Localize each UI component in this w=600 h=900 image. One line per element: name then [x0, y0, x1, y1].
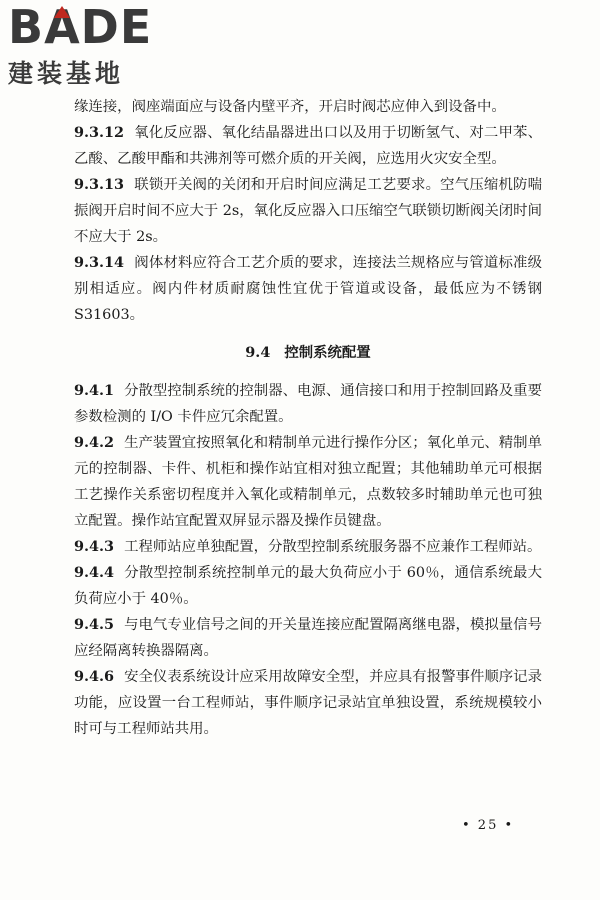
clause-number: 9.3.13	[74, 176, 125, 193]
clause-text: 与电气专业信号之间的开关量连接应配置隔离继电器，模拟量信号应经隔离转换器隔离。	[74, 617, 542, 659]
brand-letters-de: DE	[80, 0, 153, 54]
clause-9-4-5	[74, 612, 542, 664]
paragraph-continued	[74, 94, 542, 120]
brand-letter-a: A	[44, 0, 81, 54]
clause-text: 阀体材料应符合工艺介质的要求，连接法兰规格应与管道标准级别相适应。阀内件材质耐腐蚀性宜优于管道或设备，最低应为不锈钢 S31603。	[74, 255, 542, 323]
clause-text: 联锁开关阀的关闭和开启时间应满足工艺要求。空气压缩机防喘振阀开启时间不应大于 2s，氧化反应器入口压缩空气联锁切断阀关闭时间不应大于 2s。	[74, 177, 542, 245]
clause-text: 生产装置宜按照氧化和精制单元进行操作分区；氧化单元、精制单元的控制器、卡件、机柜和操作站宜相对独立配置；其他辅助单元可根据工艺操作关系密切程度并入氧化或精制单元，点数较多时辅助单元也可独立配置。操作站宜配置双屏显示器及操作员键盘。	[74, 435, 542, 529]
clause-number: 9.3.14	[74, 254, 125, 271]
section-number: 9.4	[245, 344, 271, 361]
clause-9-3-12	[74, 120, 542, 172]
clause-number: 9.4.3	[74, 538, 115, 555]
brand-logo	[8, 0, 188, 88]
clause-number: 9.4.2	[74, 434, 115, 451]
clause-text: 工程师站应单独配置，分散型控制系统服务器不应兼作工程师站。	[124, 539, 542, 555]
clause-number: 9.4.4	[74, 564, 115, 581]
clause-9-3-13	[74, 172, 542, 250]
paragraph-text: 缘连接，阀座端面应与设备内壁平齐，开启时阀芯应伸入到设备中。	[74, 99, 506, 115]
clause-text: 分散型控制系统控制单元的最大负荷应小于 60％，通信系统最大负荷应小于 40％。	[74, 565, 542, 607]
clause-number: 9.4.6	[74, 668, 115, 685]
clause-9-4-3	[74, 534, 542, 560]
brand-letter-b: B	[8, 0, 45, 54]
clause-number: 9.4.5	[74, 616, 115, 633]
section-heading	[74, 340, 542, 366]
brand-wordmark	[8, 0, 188, 54]
page-number: • 25 •	[462, 818, 515, 833]
clause-text: 分散型控制系统的控制器、电源、通信接口和用于控制回路及重要参数检测的 I/O 卡件应冗余配置。	[74, 383, 542, 425]
clause-9-4-6	[74, 664, 542, 742]
clause-text: 安全仪表系统设计应采用故障安全型，并应具有报警事件顺序记录功能，应设置一台工程师站，事件顺序记录站宜单独设置，系统规模较小时可与工程师站共用。	[74, 669, 542, 737]
clause-number: 9.3.12	[74, 124, 125, 141]
clause-9-4-1	[74, 378, 542, 430]
clause-number: 9.4.1	[74, 382, 115, 399]
clause-9-4-2	[74, 430, 542, 534]
clause-9-3-14	[74, 250, 542, 328]
clause-text: 氧化反应器、氧化结晶器进出口以及用于切断氢气、对二甲苯、乙酸、乙酸甲酯和共沸剂等可燃介质的开关阀，应选用火灾安全型。	[74, 125, 542, 167]
section-title-text: 控制系统配置	[284, 344, 371, 361]
brand-chinese-name: 建装基地	[8, 59, 125, 88]
document-body	[74, 94, 542, 742]
clause-9-4-4	[74, 560, 542, 612]
